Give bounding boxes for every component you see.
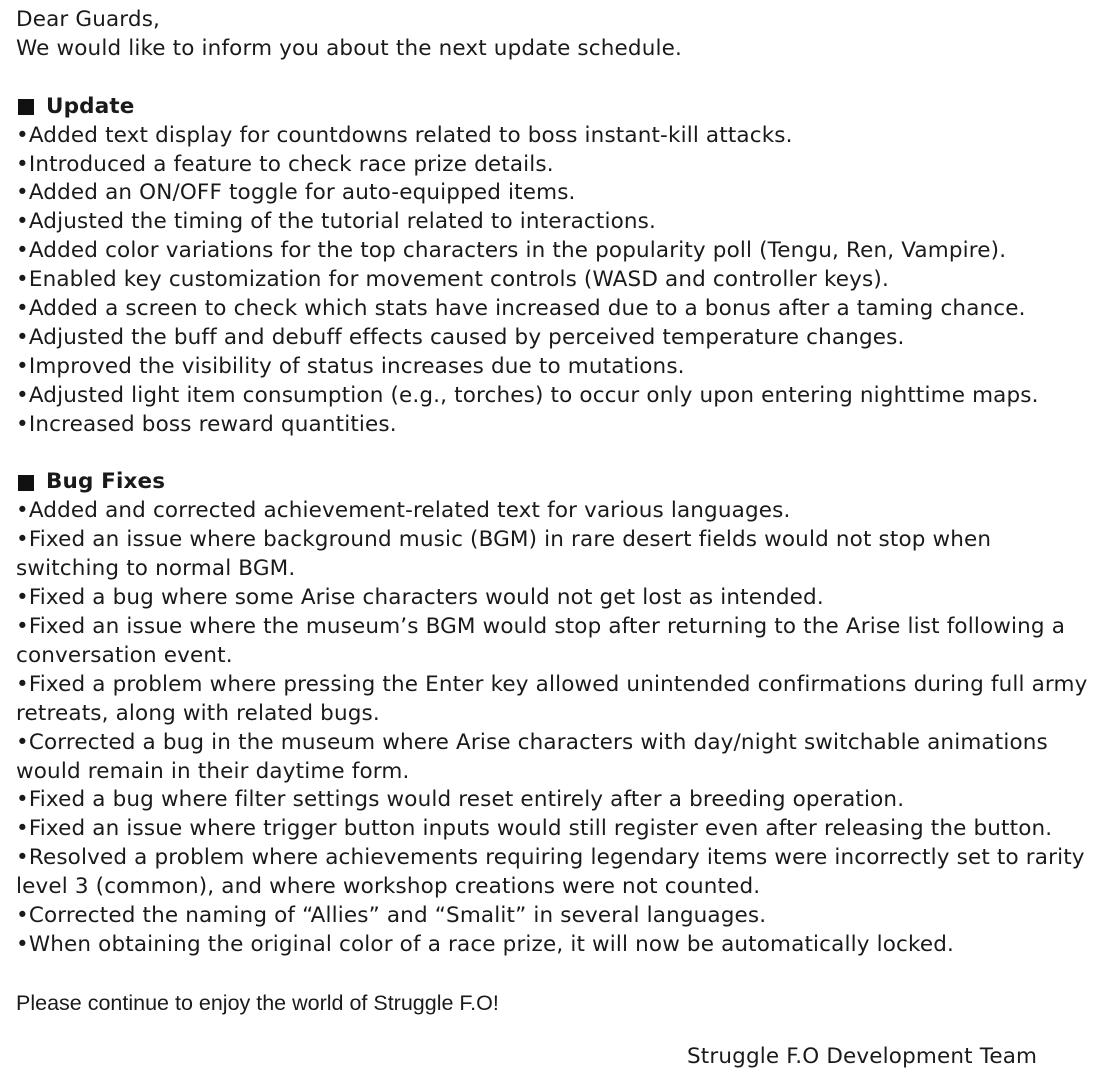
list-item: •Fixed a bug where some Arise characters would not get lost as intended. <box>16 585 824 611</box>
black-square-icon <box>18 475 34 491</box>
list-item: •Adjusted the timing of the tutorial related to interactions. <box>16 209 657 235</box>
list-item: •Enabled key customization for movement controls (WASD and controller keys). <box>16 267 889 293</box>
list-item: •Fixed a bug where filter settings would reset entirely after a breeding operation. <box>16 787 905 813</box>
list-item: •Adjusted light item consumption (e.g., torches) to occur only upon entering nighttime maps. <box>16 382 1039 408</box>
list-item: •Fixed an issue where the museum’s BGM would stop after returning to the Arise list following a conversation event. <box>16 614 1066 668</box>
intro-text: We would like to inform you about the next update schedule. <box>16 35 682 61</box>
signature: Struggle F.O Development Team <box>687 1044 1038 1069</box>
spacer <box>16 960 1106 989</box>
spacer <box>16 440 1106 469</box>
list-item: •When obtaining the original color of a race prize, it will now be automatically locked. <box>16 931 954 957</box>
list-item: •Resolved a problem where achievements requiring legendary items were incorrectly set to rarity level 3 (common), and where workshop creations were not counted. <box>16 845 1085 900</box>
bugfix-section-heading <box>16 468 1106 497</box>
list-item: •Added text display for countdowns related to boss instant-kill attacks. <box>16 122 793 148</box>
list-item: •Fixed a problem where pressing the Enter key allowed unintended confirmations during full army retreats, along with related bugs. <box>16 671 1088 726</box>
update-heading-label: Update <box>46 93 135 119</box>
greeting: Dear Guards, <box>16 7 161 32</box>
bugfix-list <box>16 497 1106 960</box>
bugfix-heading-label: Bug Fixes <box>46 469 166 495</box>
black-square-icon <box>18 99 34 115</box>
list-item: •Corrected the naming of “Allies” and “Smalit” in several languages. <box>16 903 767 929</box>
list-item: •Adjusted the buff and debuff effects caused by perceived temperature changes. <box>16 324 905 350</box>
list-item: •Improved the visibility of status increases due to mutations. <box>16 353 685 379</box>
update-list <box>16 122 1106 440</box>
list-item: •Added a screen to check which stats have increased due to a bonus after a taming chance. <box>16 296 1026 322</box>
list-item: •Increased boss reward quantities. <box>16 411 397 437</box>
list-item: •Corrected a bug in the museum where Arise characters with day/night switchable animations would remain in their daytime form. <box>16 729 1048 784</box>
list-item: •Fixed an issue where background music (BGM) in rare desert fields would not stop when switching to normal BGM. <box>16 527 992 582</box>
spacer <box>16 64 1106 93</box>
closing-message: Please continue to enjoy the world of Struggle F.O! <box>16 990 499 1015</box>
list-item: •Added color variations for the top characters in the popularity poll (Tengu, Ren, Vampire). <box>16 238 1007 264</box>
announcement-document <box>16 6 1106 1018</box>
update-section-heading <box>16 93 1106 122</box>
list-item: •Added an ON/OFF toggle for auto-equipped items. <box>16 180 576 206</box>
list-item: •Introduced a feature to check race prize details. <box>16 151 554 177</box>
list-item: •Added and corrected achievement-related text for various languages. <box>16 498 791 524</box>
list-item: •Fixed an issue where trigger button inputs would still register even after releasing the button. <box>16 816 1053 842</box>
